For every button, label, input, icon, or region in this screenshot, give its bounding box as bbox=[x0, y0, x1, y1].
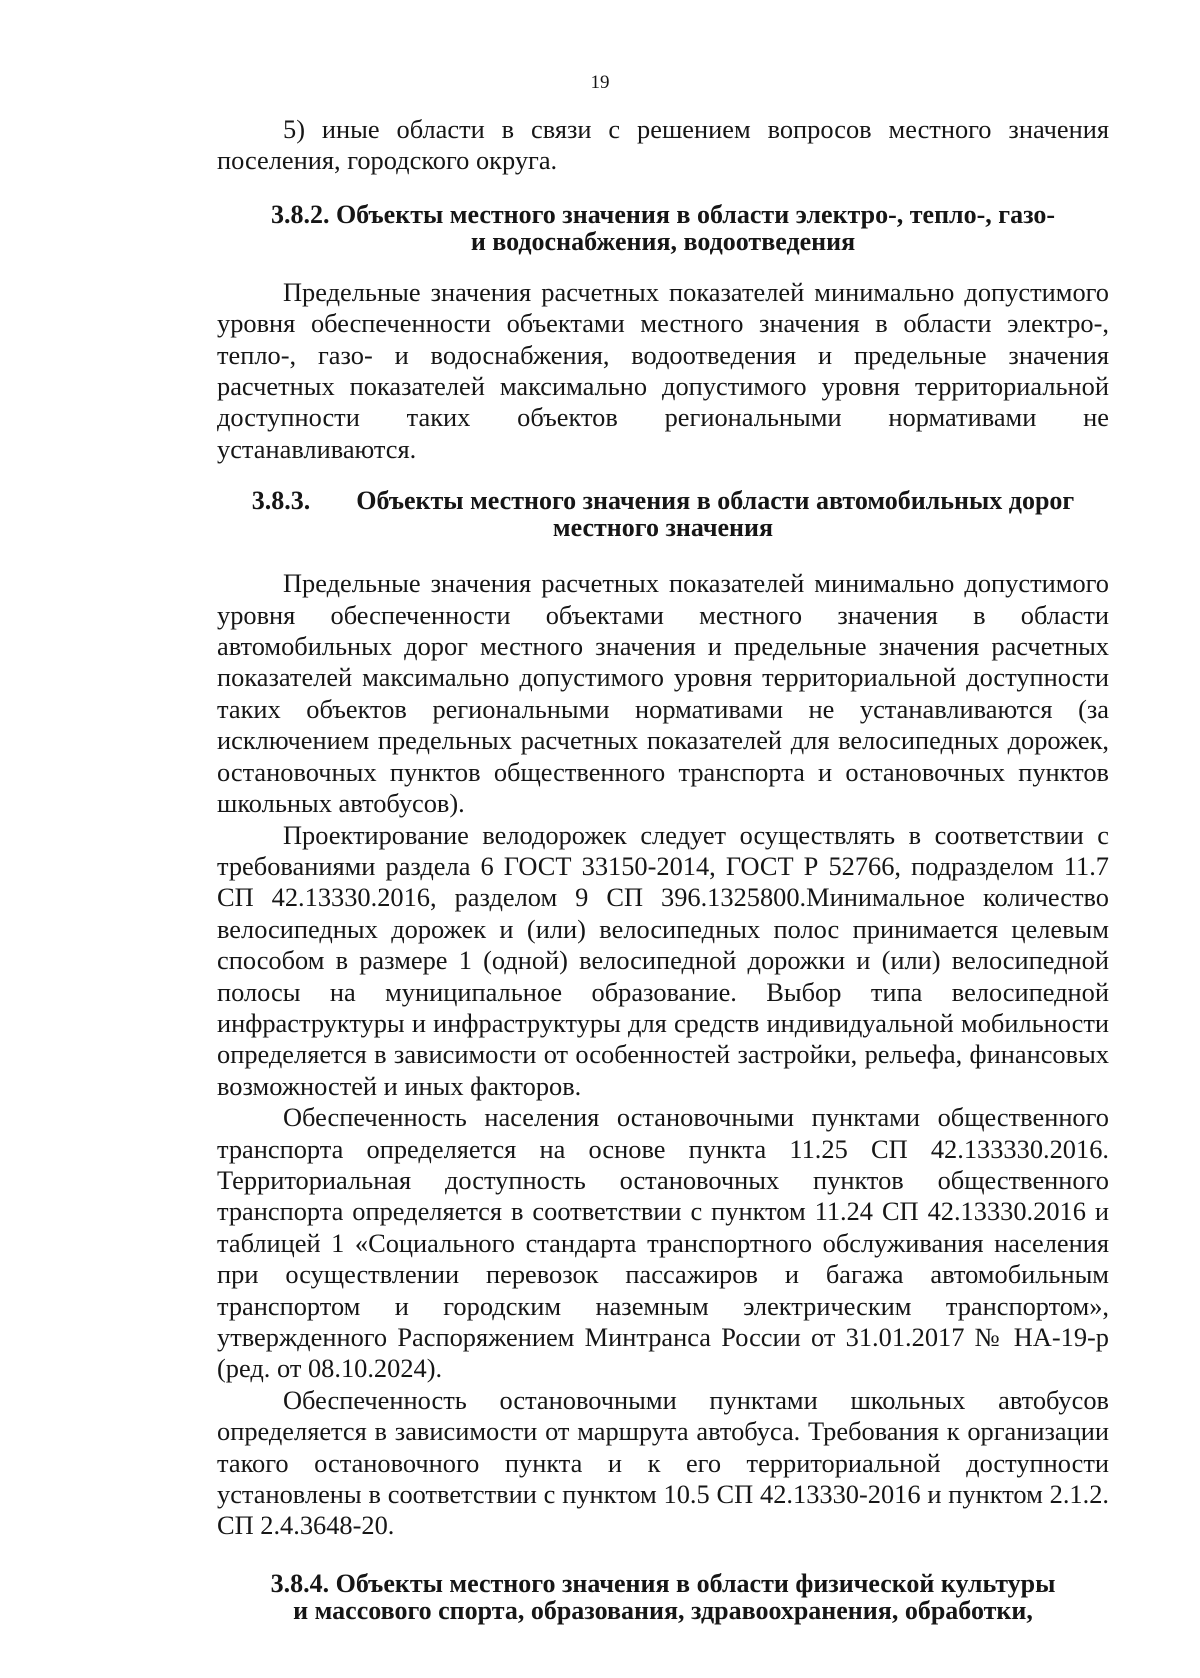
heading-line: местного значения bbox=[552, 513, 774, 543]
page-number: 19 bbox=[590, 72, 610, 93]
heading-3-8-4 bbox=[217, 1570, 1109, 1624]
heading-line: Объекты местного значения в области электро-, тепло-, газо- bbox=[335, 199, 1056, 229]
paragraph-school-bus-stops: Обеспеченность остановочными пунктами школьных автобусов определяется в зависимости от маршрута автобуса. Требования к организации такого остановочного пункта и к его территориальной доступности установлены в соответствии с пунктом 10.5 СП 42.13330-2016 и пунктом 2.1.2. СП 2.4.3648-20. bbox=[217, 1384, 1109, 1541]
heading-number: 3.8.2. bbox=[270, 199, 330, 229]
paragraph-other-areas: 5) иные области в связи с решением вопросов местного значения поселения, городского округа. bbox=[217, 114, 1109, 176]
heading-line: и водоснабжения, водоотведения bbox=[470, 226, 856, 256]
heading-3-8-3 bbox=[217, 487, 1109, 541]
paragraph-public-transport-stops: Обеспеченность населения остановочными пунктами общественного транспорта определяется на основе пункта 11.25 СП 42.133330.2016. Территориальная доступность остановочных пунктов общественного транспорта определяется в соответствии с пунктом 11.24 СП 42.13330.2016 и таблицей 1 «Социального стандарта транспортного обслуживания населения при осуществлении перевозок пассажиров и багажа автомобильным транспортом и городским наземным электрическим транспортом», утвержденного Распоряжением Минтранса России от 31.01.2017 № НА-19-р (ред. от 08.10.2024). bbox=[217, 1102, 1109, 1384]
heading-3-8-2 bbox=[217, 201, 1109, 255]
paragraph-bike-lanes: Проектирование велодорожек следует осуществлять в соответствии с требованиями раздела 6 ГОСТ 33150-2014, ГОСТ Р 52766, подразделом 11.7 СП 42.13330.2016, разделом 9 СП 396.1325800.Минимальное количество велосипедных дорожек и (или) велосипедных полос принимается целевым способом в размере 1 (одной) велосипедной дорожки и (или) велосипедной полосы на муниципальное образование. Выбор типа велосипедной инфраструктуры и инфраструктуры для средств индивидуальной мобильности определяется в зависимости от особенностей застройки, рельефа, финансовых возможностей и иных факторов. bbox=[217, 819, 1109, 1101]
heading-line: Объекты местного значения в области физической культуры bbox=[335, 1568, 1056, 1598]
paragraph-roads: Предельные значения расчетных показателей минимально допустимого уровня обеспеченности объектами местного значения в области автомобильных дорог местного значения и предельные значения расчетных показателей максимально допустимого уровня территориальной доступности таких объектов региональными нормативами не устанавливаются (за исключением предельных расчетных показателей для велосипедных дорожек, остановочных пунктов общественного транспорта и остановочных пунктов школьных автобусов). bbox=[217, 568, 1109, 819]
heading-number: 3.8.3. bbox=[251, 486, 311, 516]
heading-line: и массового спорта, образования, здравоохранения, обработки, bbox=[293, 1595, 1033, 1625]
heading-line: Объекты местного значения в области автомобильных дорог bbox=[356, 486, 1075, 516]
paragraph-utilities: Предельные значения расчетных показателей минимально допустимого уровня обеспеченности объектами местного значения в области электро-, тепло-, газо- и водоснабжения, водоотведения и предельные значения расчетных показателей максимально допустимого уровня территориальной доступности таких объектов региональными нормативами не устанавливаются. bbox=[217, 276, 1109, 464]
page-content bbox=[217, 114, 1109, 1624]
heading-number: 3.8.4. bbox=[270, 1568, 330, 1598]
